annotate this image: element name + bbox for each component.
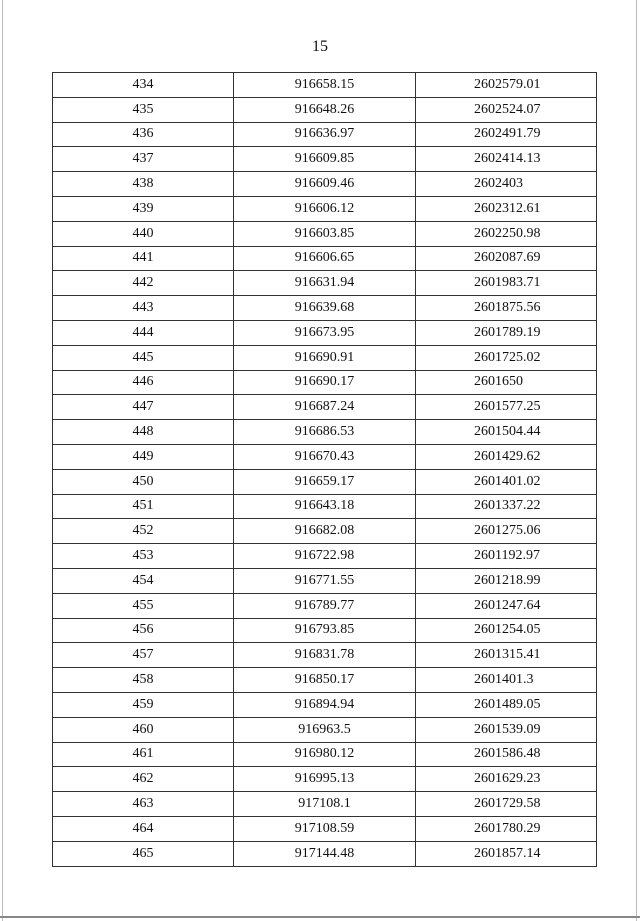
y-coordinate-cell: 2602524.07 (416, 97, 597, 122)
x-coordinate-cell: 917108.1 (234, 792, 416, 817)
y-coordinate-cell: 2601725.02 (416, 345, 597, 370)
point-number-cell: 450 (53, 469, 234, 494)
y-coordinate-cell: 2601337.22 (416, 494, 597, 519)
x-coordinate-cell: 916658.15 (234, 73, 416, 98)
table-row (53, 544, 597, 569)
x-coordinate-cell: 917144.48 (234, 841, 416, 866)
table-row (53, 841, 597, 866)
table-row (53, 172, 597, 197)
y-coordinate-cell: 2602250.98 (416, 221, 597, 246)
point-number-cell: 452 (53, 519, 234, 544)
table-row (53, 519, 597, 544)
x-coordinate-cell: 916606.65 (234, 246, 416, 271)
table-row (53, 618, 597, 643)
x-coordinate-cell: 916609.46 (234, 172, 416, 197)
x-coordinate-cell: 916639.68 (234, 296, 416, 321)
point-number-cell: 442 (53, 271, 234, 296)
table-row (53, 469, 597, 494)
table-row (53, 444, 597, 469)
coordinates-table-body (53, 73, 597, 867)
table-row (53, 320, 597, 345)
point-number-cell: 436 (53, 122, 234, 147)
table-row (53, 196, 597, 221)
table-row (53, 370, 597, 395)
point-number-cell: 447 (53, 395, 234, 420)
x-coordinate-cell: 916636.97 (234, 122, 416, 147)
table-row (53, 296, 597, 321)
table-row (53, 742, 597, 767)
point-number-cell: 462 (53, 767, 234, 792)
x-coordinate-cell: 917108.59 (234, 816, 416, 841)
page-bottom-edge (0, 916, 640, 918)
y-coordinate-cell: 2601780.29 (416, 816, 597, 841)
y-coordinate-cell: 2601729.58 (416, 792, 597, 817)
point-number-cell: 455 (53, 593, 234, 618)
y-coordinate-cell: 2602579.01 (416, 73, 597, 98)
point-number-cell: 445 (53, 345, 234, 370)
x-coordinate-cell: 916722.98 (234, 544, 416, 569)
table-row (53, 395, 597, 420)
point-number-cell: 461 (53, 742, 234, 767)
y-coordinate-cell: 2601489.05 (416, 692, 597, 717)
table-row (53, 246, 597, 271)
y-coordinate-cell: 2601429.62 (416, 444, 597, 469)
x-coordinate-cell: 916606.12 (234, 196, 416, 221)
y-coordinate-cell: 2601192.97 (416, 544, 597, 569)
y-coordinate-cell: 2601247.64 (416, 593, 597, 618)
point-number-cell: 441 (53, 246, 234, 271)
table-row (53, 345, 597, 370)
point-number-cell: 458 (53, 668, 234, 693)
y-coordinate-cell: 2601650 (416, 370, 597, 395)
x-coordinate-cell: 916659.17 (234, 469, 416, 494)
page-left-edge (2, 0, 3, 921)
y-coordinate-cell: 2601315.41 (416, 643, 597, 668)
x-coordinate-cell: 916686.53 (234, 420, 416, 445)
page-number: 15 (312, 38, 328, 55)
coordinates-table (52, 72, 597, 867)
y-coordinate-cell: 2602414.13 (416, 147, 597, 172)
point-number-cell: 464 (53, 816, 234, 841)
y-coordinate-cell: 2602087.69 (416, 246, 597, 271)
x-coordinate-cell: 916682.08 (234, 519, 416, 544)
point-number-cell: 457 (53, 643, 234, 668)
y-coordinate-cell: 2601629.23 (416, 767, 597, 792)
point-number-cell: 460 (53, 717, 234, 742)
table-row (53, 271, 597, 296)
x-coordinate-cell: 916963.5 (234, 717, 416, 742)
x-coordinate-cell: 916670.43 (234, 444, 416, 469)
table-row (53, 816, 597, 841)
table-row (53, 147, 597, 172)
x-coordinate-cell: 916603.85 (234, 221, 416, 246)
x-coordinate-cell: 916789.77 (234, 593, 416, 618)
x-coordinate-cell: 916690.91 (234, 345, 416, 370)
y-coordinate-cell: 2601401.02 (416, 469, 597, 494)
x-coordinate-cell: 916687.24 (234, 395, 416, 420)
y-coordinate-cell: 2601577.25 (416, 395, 597, 420)
y-coordinate-cell: 2601275.06 (416, 519, 597, 544)
table-row (53, 73, 597, 98)
table-row (53, 420, 597, 445)
point-number-cell: 438 (53, 172, 234, 197)
point-number-cell: 453 (53, 544, 234, 569)
point-number-cell: 439 (53, 196, 234, 221)
y-coordinate-cell: 2601857.14 (416, 841, 597, 866)
point-number-cell: 435 (53, 97, 234, 122)
x-coordinate-cell: 916793.85 (234, 618, 416, 643)
x-coordinate-cell: 916609.85 (234, 147, 416, 172)
point-number-cell: 456 (53, 618, 234, 643)
x-coordinate-cell: 916673.95 (234, 320, 416, 345)
y-coordinate-cell: 2602312.61 (416, 196, 597, 221)
point-number-cell: 440 (53, 221, 234, 246)
point-number-cell: 437 (53, 147, 234, 172)
point-number-cell: 454 (53, 568, 234, 593)
y-coordinate-cell: 2601218.99 (416, 568, 597, 593)
table-row (53, 97, 597, 122)
y-coordinate-cell: 2601875.56 (416, 296, 597, 321)
point-number-cell: 446 (53, 370, 234, 395)
y-coordinate-cell: 2601504.44 (416, 420, 597, 445)
x-coordinate-cell: 916894.94 (234, 692, 416, 717)
y-coordinate-cell: 2601254.05 (416, 618, 597, 643)
x-coordinate-cell: 916980.12 (234, 742, 416, 767)
x-coordinate-cell: 916631.94 (234, 271, 416, 296)
x-coordinate-cell: 916850.17 (234, 668, 416, 693)
point-number-cell: 463 (53, 792, 234, 817)
table-row (53, 668, 597, 693)
table-row (53, 643, 597, 668)
y-coordinate-cell: 2601586.48 (416, 742, 597, 767)
table-row (53, 717, 597, 742)
y-coordinate-cell: 2601401.3 (416, 668, 597, 693)
page-right-edge (636, 0, 637, 921)
point-number-cell: 449 (53, 444, 234, 469)
table-row (53, 692, 597, 717)
y-coordinate-cell: 2601983.71 (416, 271, 597, 296)
point-number-cell: 444 (53, 320, 234, 345)
table-row (53, 494, 597, 519)
table-row (53, 221, 597, 246)
point-number-cell: 448 (53, 420, 234, 445)
y-coordinate-cell: 2601539.09 (416, 717, 597, 742)
table-row (53, 593, 597, 618)
x-coordinate-cell: 916771.55 (234, 568, 416, 593)
point-number-cell: 459 (53, 692, 234, 717)
x-coordinate-cell: 916643.18 (234, 494, 416, 519)
point-number-cell: 443 (53, 296, 234, 321)
table-row (53, 767, 597, 792)
x-coordinate-cell: 916831.78 (234, 643, 416, 668)
x-coordinate-cell: 916995.13 (234, 767, 416, 792)
table-row (53, 792, 597, 817)
point-number-cell: 434 (53, 73, 234, 98)
point-number-cell: 465 (53, 841, 234, 866)
y-coordinate-cell: 2602491.79 (416, 122, 597, 147)
y-coordinate-cell: 2602403 (416, 172, 597, 197)
table-row (53, 568, 597, 593)
x-coordinate-cell: 916690.17 (234, 370, 416, 395)
y-coordinate-cell: 2601789.19 (416, 320, 597, 345)
point-number-cell: 451 (53, 494, 234, 519)
x-coordinate-cell: 916648.26 (234, 97, 416, 122)
table-row (53, 122, 597, 147)
